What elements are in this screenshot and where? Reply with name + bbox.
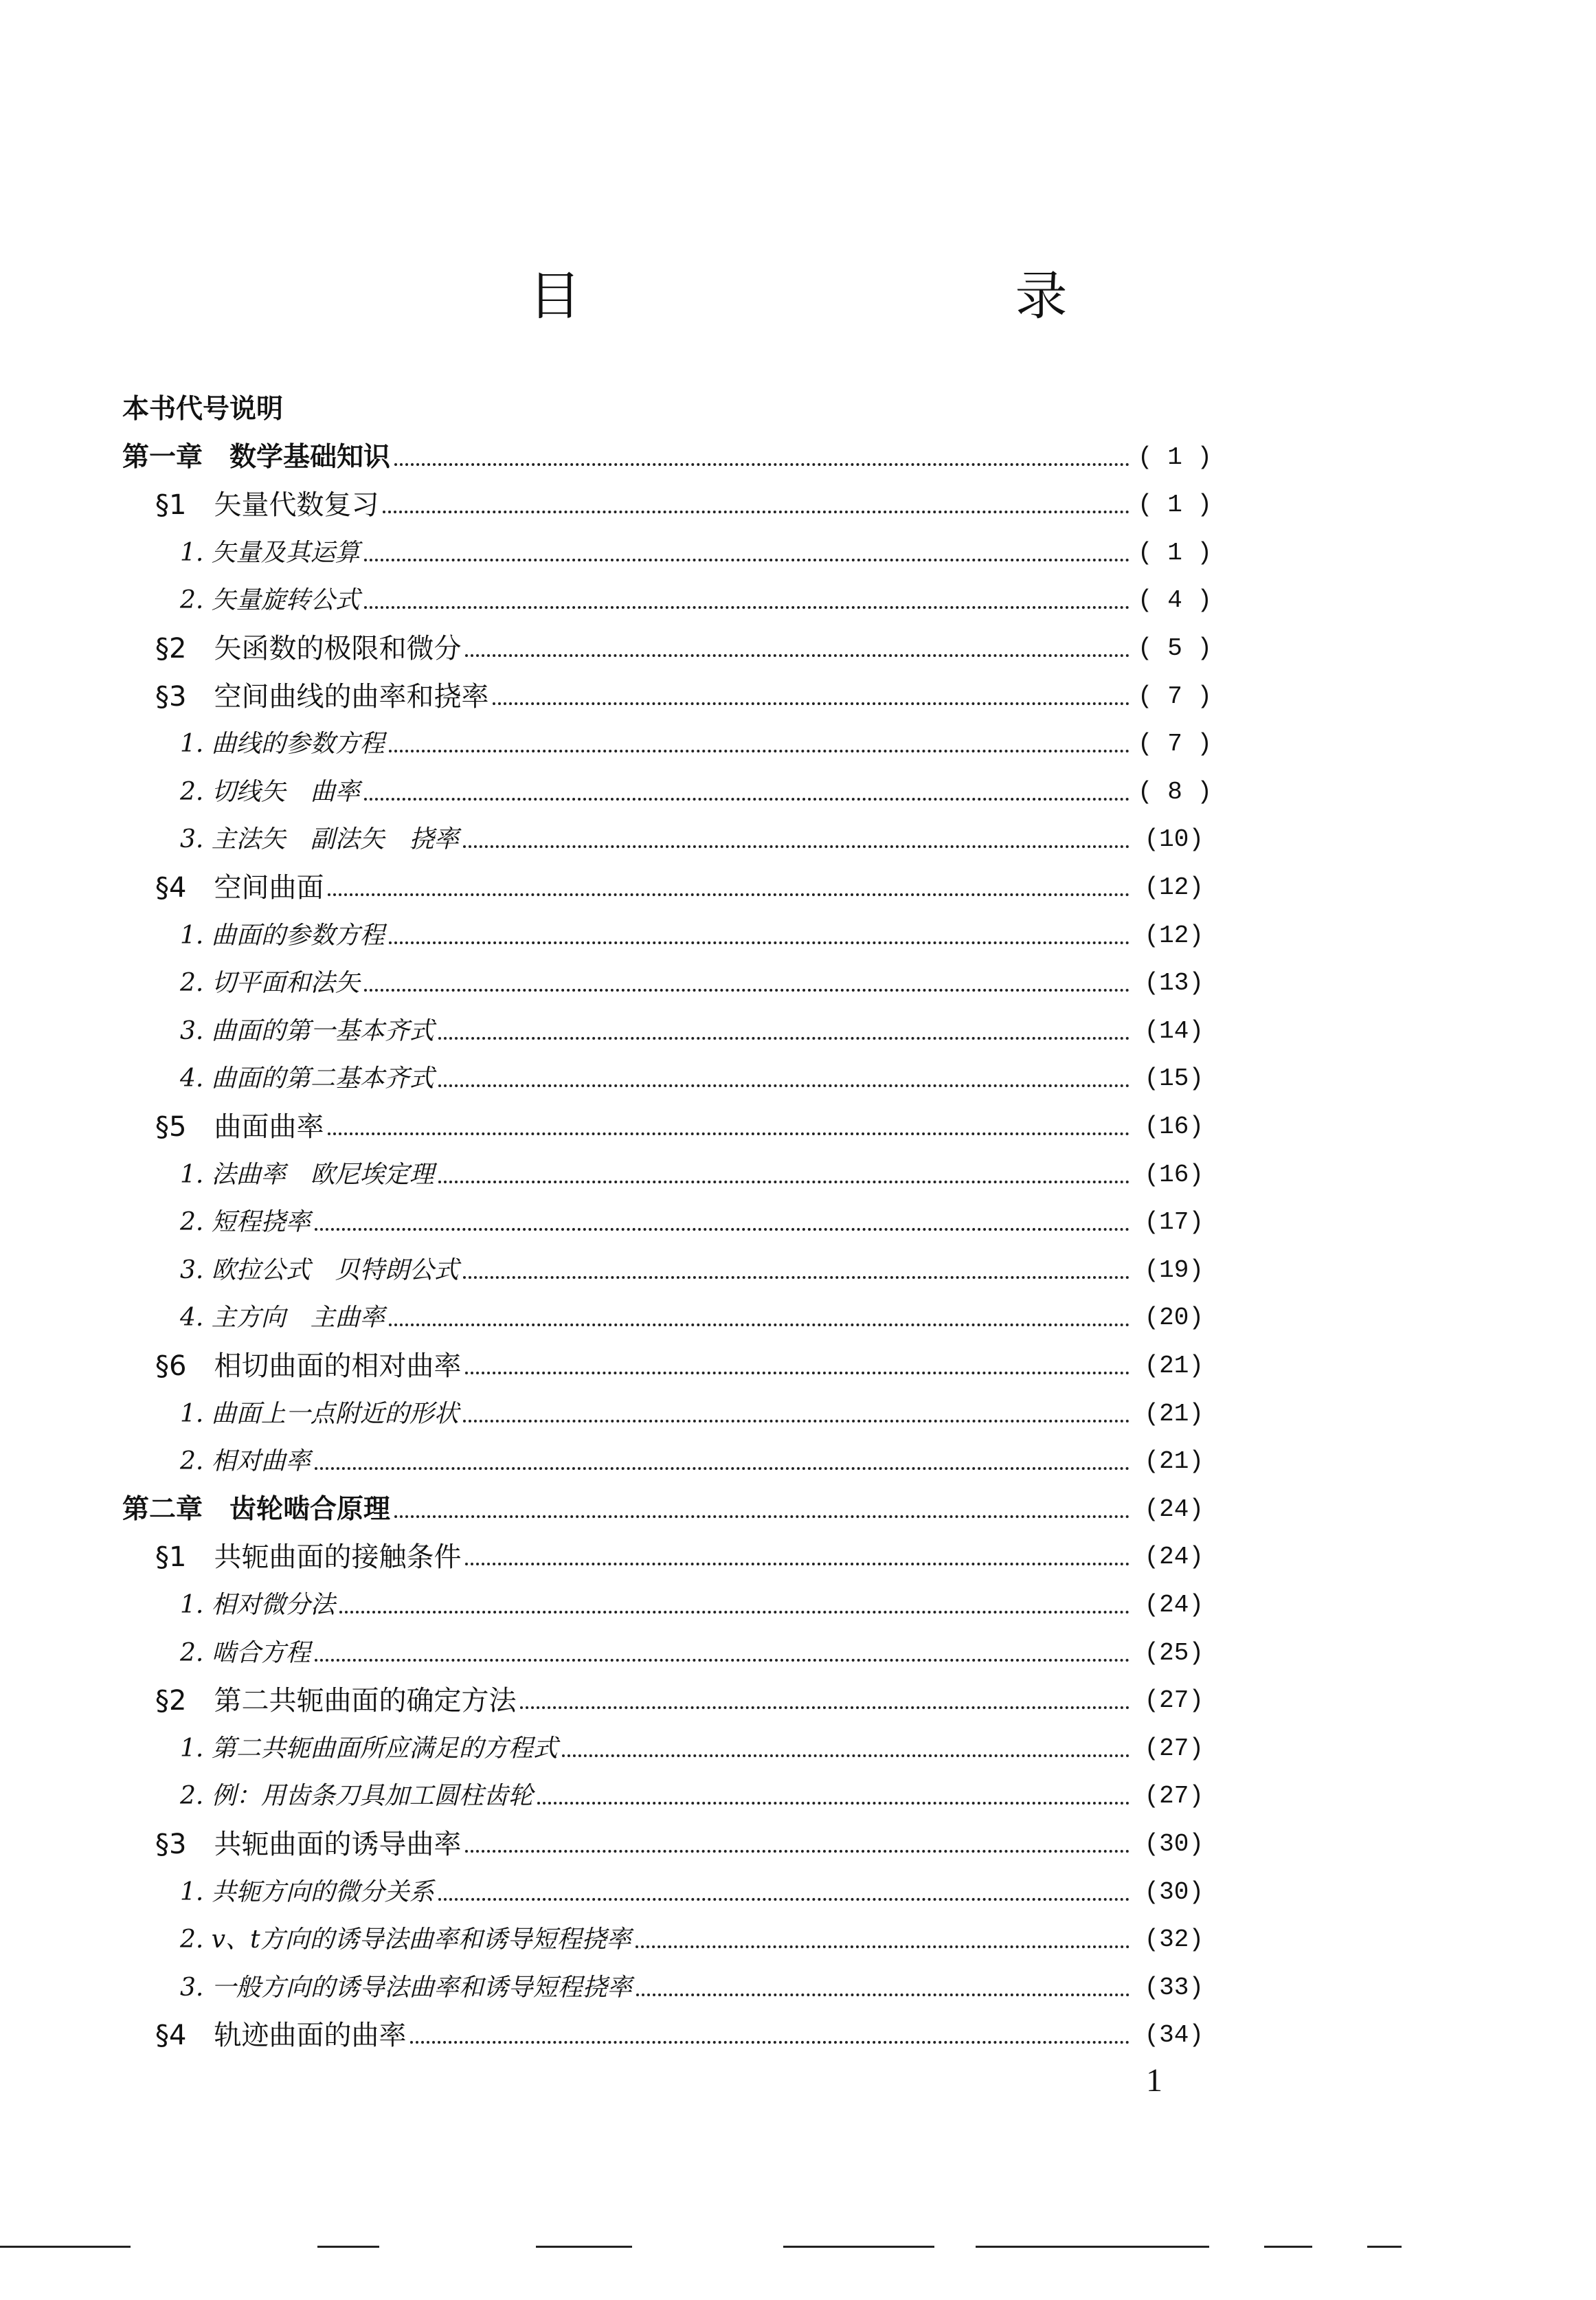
toc-entry-label: §4 轨迹曲面的曲率 (155, 2020, 407, 2052)
dot-leader (463, 1420, 1129, 1422)
toc-entry-section (155, 2011, 1204, 2052)
toc-entry-page-number: (30) (1144, 1877, 1204, 1906)
toc-entry-page-number: (24) (1144, 1495, 1204, 1523)
scan-artifact-line (783, 2246, 934, 2248)
toc-entry-label: 2. 短程挠率 (180, 1208, 311, 1237)
dot-leader (364, 606, 1129, 609)
toc-entry-page-number: (21) (1144, 1352, 1204, 1380)
toc-entry-page-number: (34) (1144, 2021, 1204, 2050)
toc-entry-label: 本书代号说明 (122, 394, 284, 425)
toc-entry-section (155, 672, 1213, 713)
toc-entry-page-number: (27) (1144, 1686, 1204, 1715)
toc-entry-item (180, 576, 1213, 617)
toc-entry-label: 2. 切平面和法矢 (180, 969, 360, 998)
toc-entry-label: §2 第二共轭曲面的确定方法 (155, 1685, 517, 1717)
toc-entry-label: 第二章 齿轮啮合原理 (122, 1493, 391, 1525)
toc-entry-section (155, 863, 1204, 904)
dot-leader (463, 1276, 1129, 1279)
toc-entry-item (180, 911, 1204, 952)
dot-leader (364, 798, 1129, 801)
toc-entry-item (180, 768, 1213, 809)
toc-entry-label: 4. 曲面的第二基本齐式 (180, 1064, 434, 1093)
toc-entry-page-number: (21) (1144, 1447, 1204, 1476)
toc-entry-item (180, 1915, 1204, 1956)
toc-entry-item (180, 1581, 1204, 1622)
toc-entry-page-number: (17) (1144, 1208, 1204, 1237)
toc-entry-item (180, 1150, 1204, 1192)
toc-entry-label: 2. 例：用齿条刀具加工圆柱齿轮 (180, 1782, 533, 1811)
toc-entry-page-number: (27) (1144, 1782, 1204, 1811)
dot-leader (465, 1372, 1129, 1374)
toc-entry-item (180, 1437, 1204, 1478)
toc-entry-item (180, 1629, 1204, 1670)
toc-entry-page-number: ( 7 ) (1138, 730, 1213, 759)
toc-entry-page-number: (14) (1144, 1016, 1204, 1045)
toc-entry-label: 1. 曲面的参数方程 (180, 921, 385, 950)
toc-entry-page-number: (33) (1144, 1973, 1204, 2002)
dot-leader (438, 1084, 1129, 1087)
toc-entry-page-number: ( 7 ) (1138, 682, 1213, 711)
toc-entry-label: 第一章 数学基础知识 (122, 441, 391, 473)
dot-leader (328, 1132, 1129, 1135)
toc-entry-page-number: (25) (1144, 1638, 1204, 1667)
toc-entry-item (180, 1246, 1204, 1287)
toc-entry-page-number: (32) (1144, 1925, 1204, 1954)
dot-leader (465, 654, 1129, 657)
dot-leader (463, 845, 1129, 848)
dot-leader (394, 463, 1129, 466)
toc-entry-label: §3 空间曲线的曲率和挠率 (155, 680, 489, 713)
toc-entry-label: 1. 第二共轭曲面所应满足的方程式 (180, 1734, 558, 1763)
toc-entry-page-number: ( 1 ) (1138, 491, 1213, 520)
toc-entry-page-number: ( 4 ) (1138, 586, 1213, 615)
dot-leader (364, 989, 1129, 992)
scan-artifact-line (1264, 2246, 1312, 2248)
toc-entry-page-number: (27) (1144, 1734, 1204, 1763)
toc-entry-item (180, 719, 1213, 761)
toc-entry-label: 3. 欧拉公式 贝特朗公式 (180, 1255, 459, 1284)
toc-entry-label: 1. 曲线的参数方程 (180, 730, 385, 759)
toc-entry-section (155, 1341, 1204, 1383)
toc-entry-plain (122, 385, 1204, 426)
toc-entry-page-number: (15) (1144, 1064, 1204, 1093)
toc-entry-page-number: (24) (1144, 1591, 1204, 1619)
scan-artifact-line (317, 2246, 379, 2248)
toc-entry-label: §3 共轭曲面的诱导曲率 (155, 1829, 462, 1860)
dot-leader (383, 511, 1129, 513)
toc-entry-label: 3. 一般方向的诱导法曲率和诱导短程挠率 (180, 1973, 632, 2002)
dot-leader (328, 893, 1129, 896)
toc-entry-item (180, 1868, 1204, 1909)
dot-leader (315, 1228, 1129, 1231)
toc-entry-label: 2. 相对曲率 (180, 1447, 311, 1476)
toc-entry-item (180, 1007, 1204, 1048)
dot-leader (394, 1515, 1129, 1518)
toc-entry-page-number: ( 8 ) (1138, 777, 1213, 806)
toc-entry-section (155, 1532, 1204, 1574)
scan-artifact-line (536, 2246, 632, 2248)
dot-leader (438, 1181, 1129, 1183)
toc-entry-item (180, 1724, 1204, 1765)
toc-entry-page-number: (12) (1144, 921, 1204, 950)
toc-entry-section (155, 1820, 1204, 1861)
toc-entry-item (180, 1054, 1204, 1095)
toc-entry-label: 1. 法曲率 欧尼埃定理 (180, 1160, 434, 1189)
dot-leader (389, 1324, 1129, 1326)
toc-entry-label: §1 矢量代数复习 (155, 489, 379, 522)
dot-leader (537, 1802, 1129, 1805)
toc-entry-label: 2. 矢量旋转公式 (180, 586, 360, 615)
toc-entry-page-number: ( 1 ) (1138, 538, 1213, 567)
toc-entry-page-number: (10) (1144, 825, 1204, 854)
toc-entry-label: 1. 矢量及其运算 (180, 538, 360, 567)
toc-entry-item (180, 1963, 1204, 2005)
toc-entry-label: 1. 共轭方向的微分关系 (180, 1877, 434, 1906)
toc-entry-section (155, 624, 1213, 665)
toc-entry-page-number: ( 1 ) (1138, 443, 1213, 471)
dot-leader (438, 1037, 1129, 1040)
scan-artifact-line (976, 2246, 1209, 2248)
dot-leader (315, 1467, 1129, 1470)
toc-entry-item (180, 1389, 1204, 1431)
toc-entry-page-number: (16) (1144, 1113, 1204, 1141)
scan-artifact-line (0, 2246, 131, 2248)
toc-entry-item (180, 1198, 1204, 1239)
toc-entry-item (180, 1772, 1204, 1813)
toc-entry-label: 2. 啮合方程 (180, 1638, 311, 1667)
toc-entry-chapter (122, 1485, 1204, 1526)
dot-leader (636, 1945, 1129, 1948)
dot-leader (520, 1706, 1129, 1709)
toc-entry-label: §2 矢函数的极限和微分 (155, 633, 462, 665)
toc-entry-item (180, 1293, 1204, 1335)
dot-leader (493, 702, 1129, 705)
toc-entry-page-number: (16) (1144, 1160, 1204, 1189)
toc-entry-label: §1 共轭曲面的接触条件 (155, 1541, 462, 1574)
toc-entry-page-number: (19) (1144, 1255, 1204, 1284)
page-number: 1 (1146, 2062, 1162, 2099)
dot-leader (339, 1611, 1129, 1614)
toc-entry-item (180, 959, 1204, 1000)
toc-entry-item (180, 528, 1213, 570)
page-title: 目 录 (528, 265, 1178, 326)
dot-leader (465, 1563, 1129, 1565)
toc-entry-label: 3. 曲面的第一基本齐式 (180, 1016, 434, 1045)
dot-leader (636, 1994, 1129, 1996)
toc-entry-section (155, 1102, 1204, 1143)
toc-entry-label: 2. 切线矢 曲率 (180, 777, 360, 806)
dot-leader (315, 1659, 1129, 1662)
toc-entry-page-number: ( 5 ) (1138, 634, 1213, 662)
toc-entry-page-number: (24) (1144, 1543, 1204, 1572)
dot-leader (438, 1898, 1129, 1901)
toc-entry-label: 3. 主法矢 副法矢 挠率 (180, 825, 459, 854)
toc-entry-label: 4. 主方向 主曲率 (180, 1304, 385, 1332)
toc-entry-page-number: (13) (1144, 969, 1204, 998)
dot-leader (364, 559, 1129, 561)
scan-artifact-line (1367, 2246, 1402, 2248)
toc-entry-page-number: (12) (1144, 873, 1204, 902)
toc-entry-page-number: (30) (1144, 1830, 1204, 1858)
toc-entry-label: §5 曲面曲率 (155, 1111, 324, 1143)
dot-leader (465, 1850, 1129, 1853)
toc-entry-page-number: (21) (1144, 1399, 1204, 1428)
dot-leader (410, 2041, 1129, 2044)
toc-entry-label: 2. v、t方向的诱导法曲率和诱导短程挠率 (180, 1925, 631, 1954)
toc-entry-label: §4 空间曲面 (155, 872, 324, 904)
toc-entry-item (180, 815, 1204, 856)
toc-entry-chapter (122, 433, 1213, 474)
dot-leader (389, 941, 1129, 944)
toc-entry-page-number: (20) (1144, 1304, 1204, 1332)
toc-entry-section (155, 1676, 1204, 1717)
dot-leader (389, 750, 1129, 752)
toc-entry-label: 1. 曲面上一点附近的形状 (180, 1399, 459, 1428)
toc-entry-section (155, 480, 1213, 522)
toc-entry-label: §6 相切曲面的相对曲率 (155, 1350, 462, 1382)
dot-leader (562, 1754, 1129, 1757)
toc-entry-label: 1. 相对微分法 (180, 1591, 335, 1619)
